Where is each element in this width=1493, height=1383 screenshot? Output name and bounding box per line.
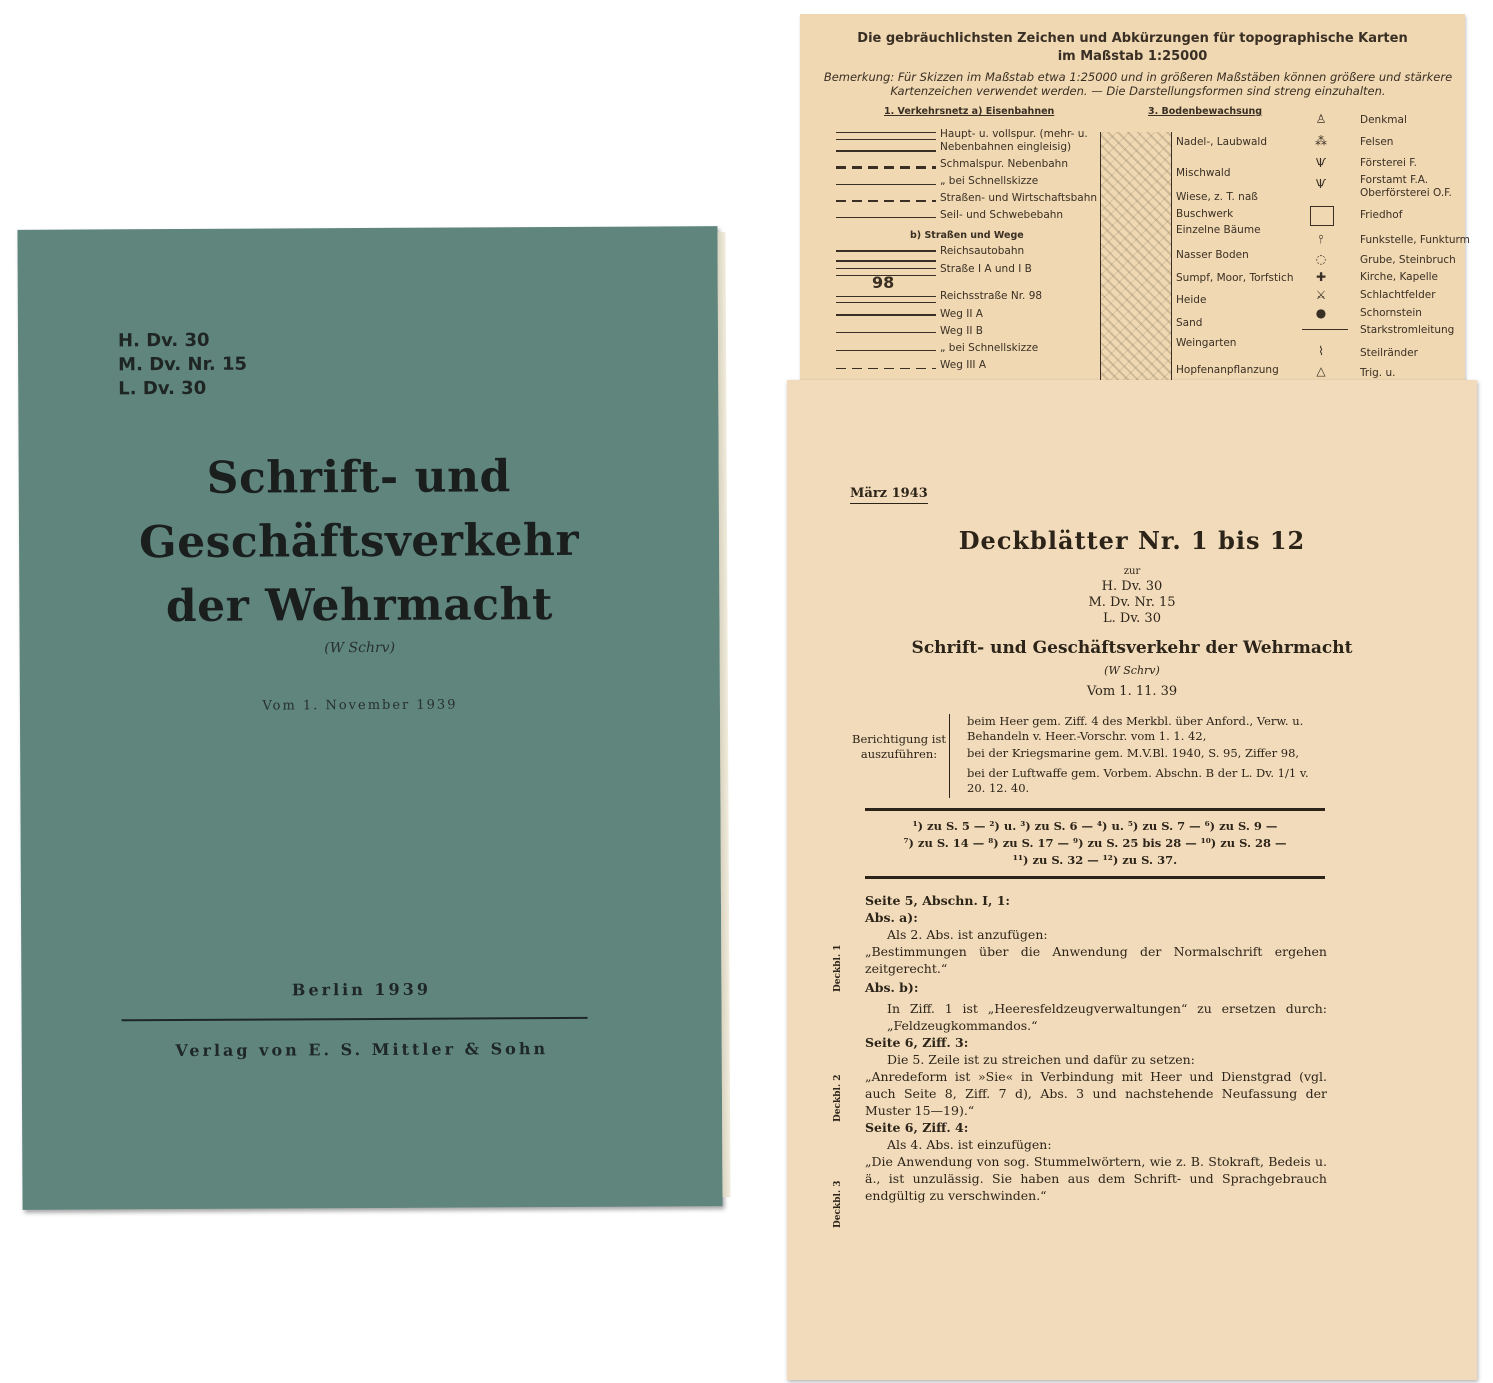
subsection-heading: Abs. a): [865, 910, 918, 925]
booklet-publisher: Verlag von E. S. Mittler & Sohn [175, 1039, 549, 1061]
vegetation-label: Nadel-, Laubwald [1176, 136, 1268, 148]
quoted-text: „Die Anwendung von sog. Stummelwörtern, wie z. B. Stokraft, Bedeis u. ä., ist unzulässig. Sie haben aus dem Schrift- und Sprachgebrauch endgültig zu verschwinden.“ [865, 1154, 1327, 1203]
way-2b-symbol [836, 332, 936, 333]
road-label: Reichsautobahn [940, 245, 1025, 257]
vegetation-label: Buschwerk [1176, 208, 1234, 220]
chimney-icon: ● [1315, 306, 1327, 320]
booklet-date: Vom 1. November 1939 [262, 697, 458, 714]
instruction: In Ziff. 1 ist „Heeresfeldzeugverwaltungen“ zu ersetzen durch: „Feldzeugkommandos.“ [887, 1001, 1327, 1033]
radio-tower-icon: ⫯ [1318, 232, 1324, 246]
amendment-sheet [787, 380, 1477, 1380]
sheet-divider-bottom [865, 876, 1325, 879]
vegetation-label: Heide [1176, 294, 1207, 306]
escarpment-icon: ⌇ [1318, 344, 1324, 358]
rail-main-symbol [836, 132, 936, 140]
booklet-codes [118, 329, 247, 402]
road-number: 98 [872, 273, 895, 292]
reference-line: ¹¹) zu S. 32 — ¹²) zu S. 37. [1012, 853, 1178, 867]
symbol-label: Starkstromleitung [1360, 324, 1455, 336]
rail-label: Straßen- und Wirtschaftsbahn [940, 192, 1098, 204]
correction-item: bei der Kriegsmarine gem. M.V.Bl. 1940, S. 95, Ziffer 98, [967, 746, 1300, 760]
sheet-code: L. Dv. 30 [1103, 611, 1161, 626]
road-railway-symbol [836, 200, 936, 202]
section-heading: Seite 6, Ziff. 4: [865, 1120, 969, 1135]
way-3a-symbol [836, 368, 936, 369]
booklet-code: L. Dv. 30 [118, 377, 207, 400]
symbol-label: Funkstelle, Funkturm [1360, 234, 1470, 246]
narrow-gauge-symbol [836, 166, 936, 169]
rail-label: Seil- und Schwebebahn [940, 209, 1064, 221]
vegetation-label: Weingarten [1176, 337, 1237, 349]
symbol-label: Steilränder [1360, 347, 1418, 359]
vegetation-label: Sumpf, Moor, Torfstich [1176, 272, 1294, 284]
battlefield-icon: ⚔ [1315, 288, 1327, 302]
correction-label: Berichtigung ist auszuführen: [852, 732, 946, 761]
instruction: Als 2. Abs. ist anzufügen: [887, 927, 1048, 942]
symbol-label: Försterei F. [1360, 157, 1417, 169]
sheet-code: H. Dv. 30 [1101, 579, 1163, 594]
booklet-place: Berlin 1939 [291, 979, 431, 1000]
cemetery-icon [1310, 206, 1334, 226]
symbol-label: Trig. u. [1360, 367, 1396, 379]
sheet-zur: zur [1123, 566, 1141, 577]
booklet-divider [122, 1017, 588, 1021]
instruction: Als 4. Abs. ist einzufügen: [887, 1137, 1052, 1152]
monument-icon: ♙ [1315, 112, 1327, 126]
correction-item: bei der Luftwaffe gem. Vorbem. Abschn. B der L. Dv. 1/1 v. 20. 12. 40. [967, 766, 1309, 795]
road-label: Weg II A [940, 308, 983, 320]
vegetation-label: Nasser Boden [1176, 249, 1249, 261]
margin-note: Deckbl. 1 [833, 944, 843, 992]
rail-branch-symbol [836, 150, 936, 152]
instruction: Die 5. Zeile ist zu streichen und dafür zu setzen: [887, 1052, 1195, 1067]
section-heading: Seite 6, Ziff. 3: [865, 1035, 969, 1050]
symbol-label: Schlachtfelder [1360, 289, 1436, 301]
cable-railway-symbol [836, 217, 936, 218]
sheet-divider-top [865, 808, 1325, 811]
church-icon: ✚ [1315, 270, 1327, 284]
symbol-label: Grube, Steinbruch [1360, 254, 1456, 266]
vegetation-label: Sand [1176, 317, 1203, 329]
road-label: „ bei Schnellskizze [940, 342, 1039, 354]
autobahn-symbol [836, 250, 936, 262]
sheet-abbreviation: (W Schrv) [1104, 664, 1160, 677]
way-2a-symbol [836, 314, 936, 316]
card-scale: im Maßstab 1:25000 [1057, 49, 1208, 64]
correction-bracket [949, 714, 960, 798]
road-label: Straße I A und I B [940, 263, 1032, 275]
sheet-code: M. Dv. Nr. 15 [1088, 595, 1176, 610]
vegetation-label: Mischwald [1176, 167, 1231, 179]
margin-note: Deckbl. 3 [833, 1180, 843, 1228]
card-roads-heading: b) Straßen und Wege [910, 230, 1024, 241]
booklet-title-line: Schrift- und [206, 451, 511, 504]
quoted-text: „Anredeform ist »Sie« in Verbindung mit Heer und Dienstgrad (vgl. auch Seite 8, Ziff. 7 d), Abs. 3 und nachstehende Neufassung der Muster 15—19).“ [865, 1069, 1327, 1118]
booklet-code: H. Dv. 30 [117, 329, 210, 352]
vegetation-label: Wiese, z. T. naß [1176, 191, 1258, 203]
reichsstrasse-symbol [836, 296, 936, 303]
card-note: Bemerkung: Für Skizzen im Maßstab etwa 1:25000 und in größeren Maßstäben können größere und stärkere Kartenzeichen verwendet werden. — Die Darstellungsformen sind streng einzuhalten. [823, 70, 1453, 98]
reference-line: ¹) zu S. 5 — ²) u. ³) zu S. 6 — ⁴) u. ⁵) zu S. 7 — ⁶) zu S. 9 — [912, 819, 1278, 833]
road-label: Weg III A [940, 359, 987, 371]
page-references [865, 818, 1325, 869]
vegetation-label: Hopfenanpflanzung [1176, 364, 1279, 376]
power-line-symbol [1302, 329, 1348, 330]
card-header [800, 30, 1465, 66]
amendment-body [865, 892, 1327, 1204]
subsection-heading: Abs. b): [865, 980, 919, 995]
vegetation-label: Einzelne Bäume [1176, 224, 1261, 236]
symbol-label: Kirche, Kapelle [1360, 271, 1439, 283]
map-symbol-card [800, 14, 1470, 384]
sheet-subtitle: Schrift- und Geschäftsverkehr der Wehrmacht [911, 638, 1353, 658]
forester-icon: Ѱ [1315, 156, 1327, 170]
sheet-date: Vom 1. 11. 39 [1086, 684, 1178, 699]
trig-point-icon: △ [1316, 364, 1326, 378]
quoted-text: „Bestimmungen über die Anwendung der Normalschrift ergehen zeitgerecht.“ [865, 944, 1327, 976]
rail-label: Haupt- u. vollspur. (mehr- u. [940, 128, 1088, 140]
booklet-code: M. Dv. Nr. 15 [118, 353, 248, 376]
booklet-abbreviation: (W Schrv) [324, 639, 396, 657]
vegetation-pattern [1100, 132, 1172, 384]
booklet-title-line: Geschäftsverkehr [138, 514, 580, 569]
booklet-cover [17, 226, 722, 1210]
symbol-label: Schornstein [1360, 307, 1422, 319]
rock-icon: ⁂ [1315, 134, 1327, 148]
card-section-vegetation: 3. Bodenbewachsung [1148, 106, 1263, 117]
road-label: Reichsstraße Nr. 98 [940, 290, 1043, 302]
symbol-label: Forstamt F.A. Oberförsterei O.F. [1360, 174, 1452, 199]
booklet-page-edge [717, 232, 730, 1197]
rail-label: Schmalspur. Nebenbahn [940, 158, 1068, 170]
booklet-title-line: der Wehrmacht [165, 579, 554, 633]
sheet-title: Deckblätter Nr. 1 bis 12 [958, 526, 1306, 555]
symbol-label: Denkmal [1360, 114, 1407, 126]
section-heading: Seite 5, Abschn. I, 1: [865, 893, 1011, 908]
symbol-label: Friedhof [1360, 209, 1403, 221]
booklet-title [79, 445, 640, 640]
rail-label: Nebenbahnen eingleisig) [940, 141, 1072, 153]
rail-label: „ bei Schnellskizze [940, 175, 1039, 187]
correction-item: beim Heer gem. Ziff. 4 des Merkbl. über Anford., Verw. u. Behandeln v. Heer.-Vorschr. vom 1. 1. 42, [967, 714, 1304, 743]
road-label: Weg II B [940, 325, 983, 337]
margin-note: Deckbl. 2 [833, 1074, 843, 1122]
symbol-label: Felsen [1360, 136, 1394, 148]
card-title: Die gebräuchlichsten Zeichen und Abkürzungen für topographische Karten [857, 31, 1408, 46]
quick-sketch-symbol [836, 184, 936, 185]
sheet-month: März 1943 [850, 486, 928, 504]
way-sketch-symbol [836, 350, 936, 351]
forest-office-icon: Ѱ [1315, 177, 1327, 191]
quarry-icon: ◌ [1315, 252, 1327, 266]
reference-line: ⁷) zu S. 14 — ⁸) zu S. 17 — ⁹) zu S. 25 bis 28 — ¹⁰) zu S. 28 — [903, 836, 1287, 850]
card-section-traffic: 1. Verkehrsnetz a) Eisenbahnen [884, 106, 1055, 117]
